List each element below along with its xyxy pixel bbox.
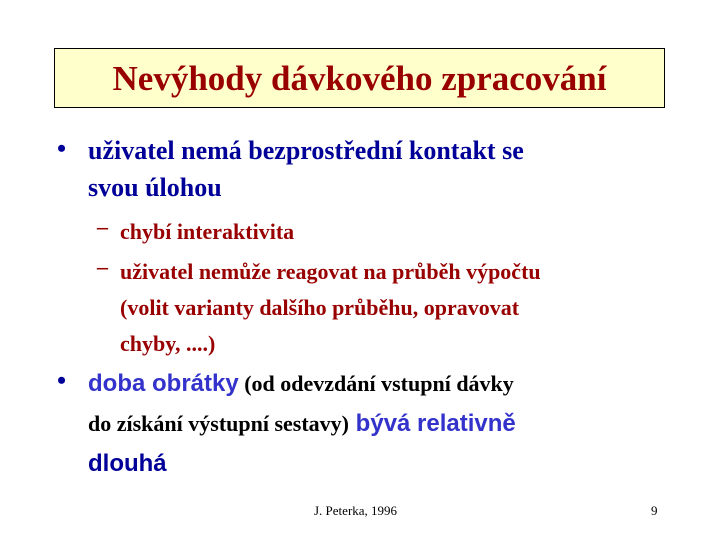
bullet-line: uživatel nemá bezprostřední kontakt se xyxy=(88,136,524,165)
sub-item-line: uživatel nemůže reagovat na průběh výpočtu xyxy=(120,259,541,284)
parenthetical-text: do získání výstupní sestavy) xyxy=(88,411,350,436)
slide-title: Nevýhody dávkového zpracování xyxy=(112,58,607,98)
bullet-text xyxy=(88,363,516,483)
sub-item-line: chyby, ....) xyxy=(120,331,216,356)
sub-item-line: chybí interaktivita xyxy=(120,219,295,244)
page-number: 9 xyxy=(651,503,658,518)
highlight-phrase: dlouhá xyxy=(88,450,167,477)
bullet-line xyxy=(88,443,516,483)
highlight-phrase: doba obrátky xyxy=(88,370,239,397)
bullet-marker: • xyxy=(57,134,67,163)
dash-marker: – xyxy=(97,214,108,239)
bullet-text xyxy=(88,132,524,206)
highlight-phrase: bývá relativně xyxy=(349,410,516,437)
sub-item-line: (volit varianty dalšího průběhu, opravovat xyxy=(120,295,520,320)
bullet-line xyxy=(88,363,516,403)
footer-author: J. Peterka, 1996 xyxy=(314,503,398,518)
bullet-line xyxy=(88,403,516,443)
sub-item-text xyxy=(120,254,541,362)
sub-item-text xyxy=(120,214,294,250)
bullet-marker: • xyxy=(57,366,67,395)
dash-marker: – xyxy=(97,254,108,279)
parenthetical-text: (od odevzdání vstupní dávky xyxy=(238,371,514,396)
bullet-line: svou úlohou xyxy=(88,173,222,202)
slide-title-box xyxy=(54,48,665,108)
